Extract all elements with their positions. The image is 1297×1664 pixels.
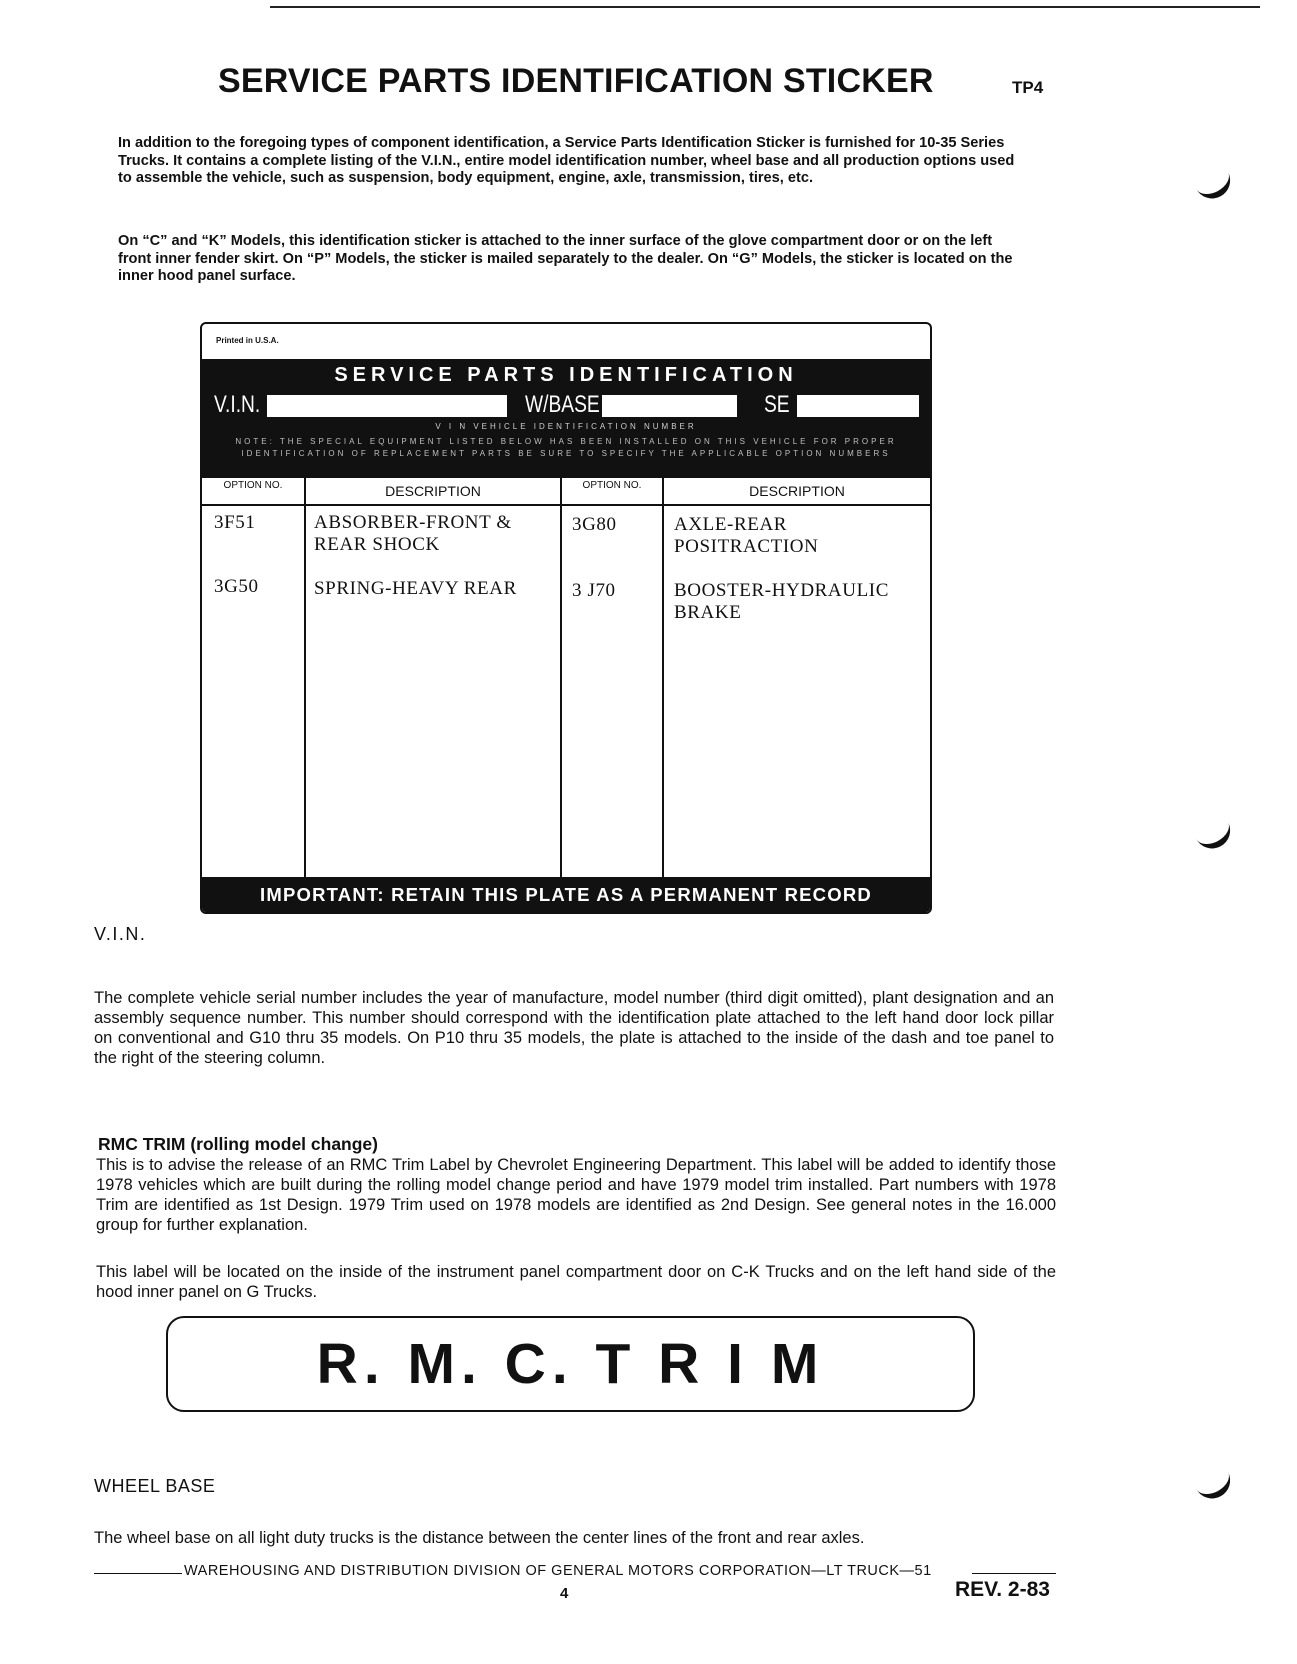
vin-heading: V.I.N. xyxy=(94,924,147,944)
rmc-paragraph-1: This is to advise the release of an RMC Trim Label by Chevrolet Engineering Department. This label will be added to identify those 1978 vehicles which are built during the rolling model change period and have 1979 model trim installed. Part numbers with 1978 Trim are identified as 1st Design. 1979 Trim used on 1978 models are identified as 2nd Design. See general notes in the 16.000 group for further explanation. xyxy=(96,1156,1056,1234)
wbase-label: W/BASE xyxy=(525,391,600,418)
page-title: SERVICE PARTS IDENTIFICATION STICKER xyxy=(218,62,934,100)
rmc-trim-label xyxy=(166,1316,975,1412)
intro-paragraph-2: On “C” and “K” Models, this identification sticker is attached to the inner surface of the glove compartment door or on the left front inner fender skirt. On “P” Models, the sticker is mailed separately to the dealer. On “G” Models, the sticker is located on the inner hood panel surface. xyxy=(118,233,1013,284)
table-cell-option: 3G50 xyxy=(214,576,259,597)
vin-body: The complete vehicle serial number includes the year of manufacture, model number (third digit omitted), plant designation and an assembly sequence number. This number should correspond with the identification plate attached to the left hand door lock pillar on conventional and G10 thru 35 models. On P10 thru 35 models, the plate is attached to the inside of the dash and toe panel to the right of the steering column. xyxy=(94,989,1054,1067)
wheelbase-body: The wheel base on all light duty trucks is the distance between the center lines of the front and rear axles. xyxy=(94,1529,865,1547)
table-cell-option: 3G80 xyxy=(572,514,617,535)
column-divider xyxy=(560,478,562,878)
page-number: 4 xyxy=(560,1585,569,1602)
table-header xyxy=(202,478,930,506)
vin-row xyxy=(212,391,920,419)
intro-paragraph-1: In addition to the foregoing types of component identification, a Service Parts Identification Sticker is furnished for 10-35 Series Trucks. It contains a complete listing of the V.I.N., entire model identification number, wheel base and all production options used to assemble the vehicle, such as suspension, body equipment, engine, axle, transmission, tires, etc. xyxy=(118,135,1015,186)
section-code: TP4 xyxy=(1012,78,1044,97)
binder-ring-mark xyxy=(1192,813,1237,855)
service-parts-sticker xyxy=(200,322,932,914)
vin-label: V.I.N. xyxy=(214,391,261,418)
footer-rule-left xyxy=(94,1573,182,1574)
rmc-trim-text: R. M. C. T R I M xyxy=(316,1332,825,1396)
sticker-note: NOTE: THE SPECIAL EQUIPMENT LISTED BELOW HAS BEEN INSTALLED ON THIS VEHICLE FOR PROPER IDENTIFICATION OF REPLACEMENT PARTS BE SURE TO SPECIFY THE APPLICABLE OPTION NUMBERS xyxy=(235,437,897,458)
se-box xyxy=(797,395,919,417)
vin-box xyxy=(267,395,507,417)
col-description-right: DESCRIPTION xyxy=(749,483,845,499)
wheelbase-heading: WHEEL BASE xyxy=(94,1476,216,1496)
binder-ring-mark xyxy=(1192,163,1237,205)
vin-sublabel: V I N VEHICLE IDENTIFICATION NUMBER xyxy=(435,422,697,431)
table-cell-description: BOOSTER-HYDRAULIC BRAKE xyxy=(674,580,889,623)
col-option-left: OPTION NO. xyxy=(223,480,283,491)
table-cell-description: SPRING-HEAVY REAR xyxy=(314,578,517,599)
column-divider xyxy=(304,478,306,878)
sticker-header xyxy=(202,359,930,478)
col-description-left: DESCRIPTION xyxy=(385,483,481,499)
table-cell-option: 3 J70 xyxy=(572,580,616,601)
table-cell-option: 3F51 xyxy=(214,512,256,533)
table-cell-description: AXLE-REAR POSITRACTION xyxy=(674,514,819,557)
col-option-right: OPTION NO. xyxy=(582,480,642,491)
top-rule xyxy=(270,6,1260,8)
footer-rule-right xyxy=(972,1573,1056,1574)
sticker-footer: IMPORTANT: RETAIN THIS PLATE AS A PERMANENT RECORD xyxy=(202,877,930,912)
table-cell-description: ABSORBER-FRONT & REAR SHOCK xyxy=(314,512,512,555)
column-divider xyxy=(662,478,664,878)
rmc-heading: RMC TRIM (rolling model change) xyxy=(98,1134,378,1154)
footer-division: WAREHOUSING AND DISTRIBUTION DIVISION OF GENERAL MOTORS CORPORATION—LT TRUCK—51 xyxy=(184,1563,932,1579)
printed-in-label: Printed in U.S.A. xyxy=(216,336,279,345)
se-label: SE xyxy=(764,391,790,418)
sticker-title: SERVICE PARTS IDENTIFICATION xyxy=(334,364,798,386)
binder-ring-mark xyxy=(1192,1463,1237,1505)
revision: REV. 2-83 xyxy=(955,1578,1050,1601)
rmc-paragraph-2: This label will be located on the inside of the instrument panel compartment door on C-K Trucks and on the left hand side of the hood inner panel on G Trucks. xyxy=(96,1263,1056,1301)
wbase-box xyxy=(602,395,737,417)
